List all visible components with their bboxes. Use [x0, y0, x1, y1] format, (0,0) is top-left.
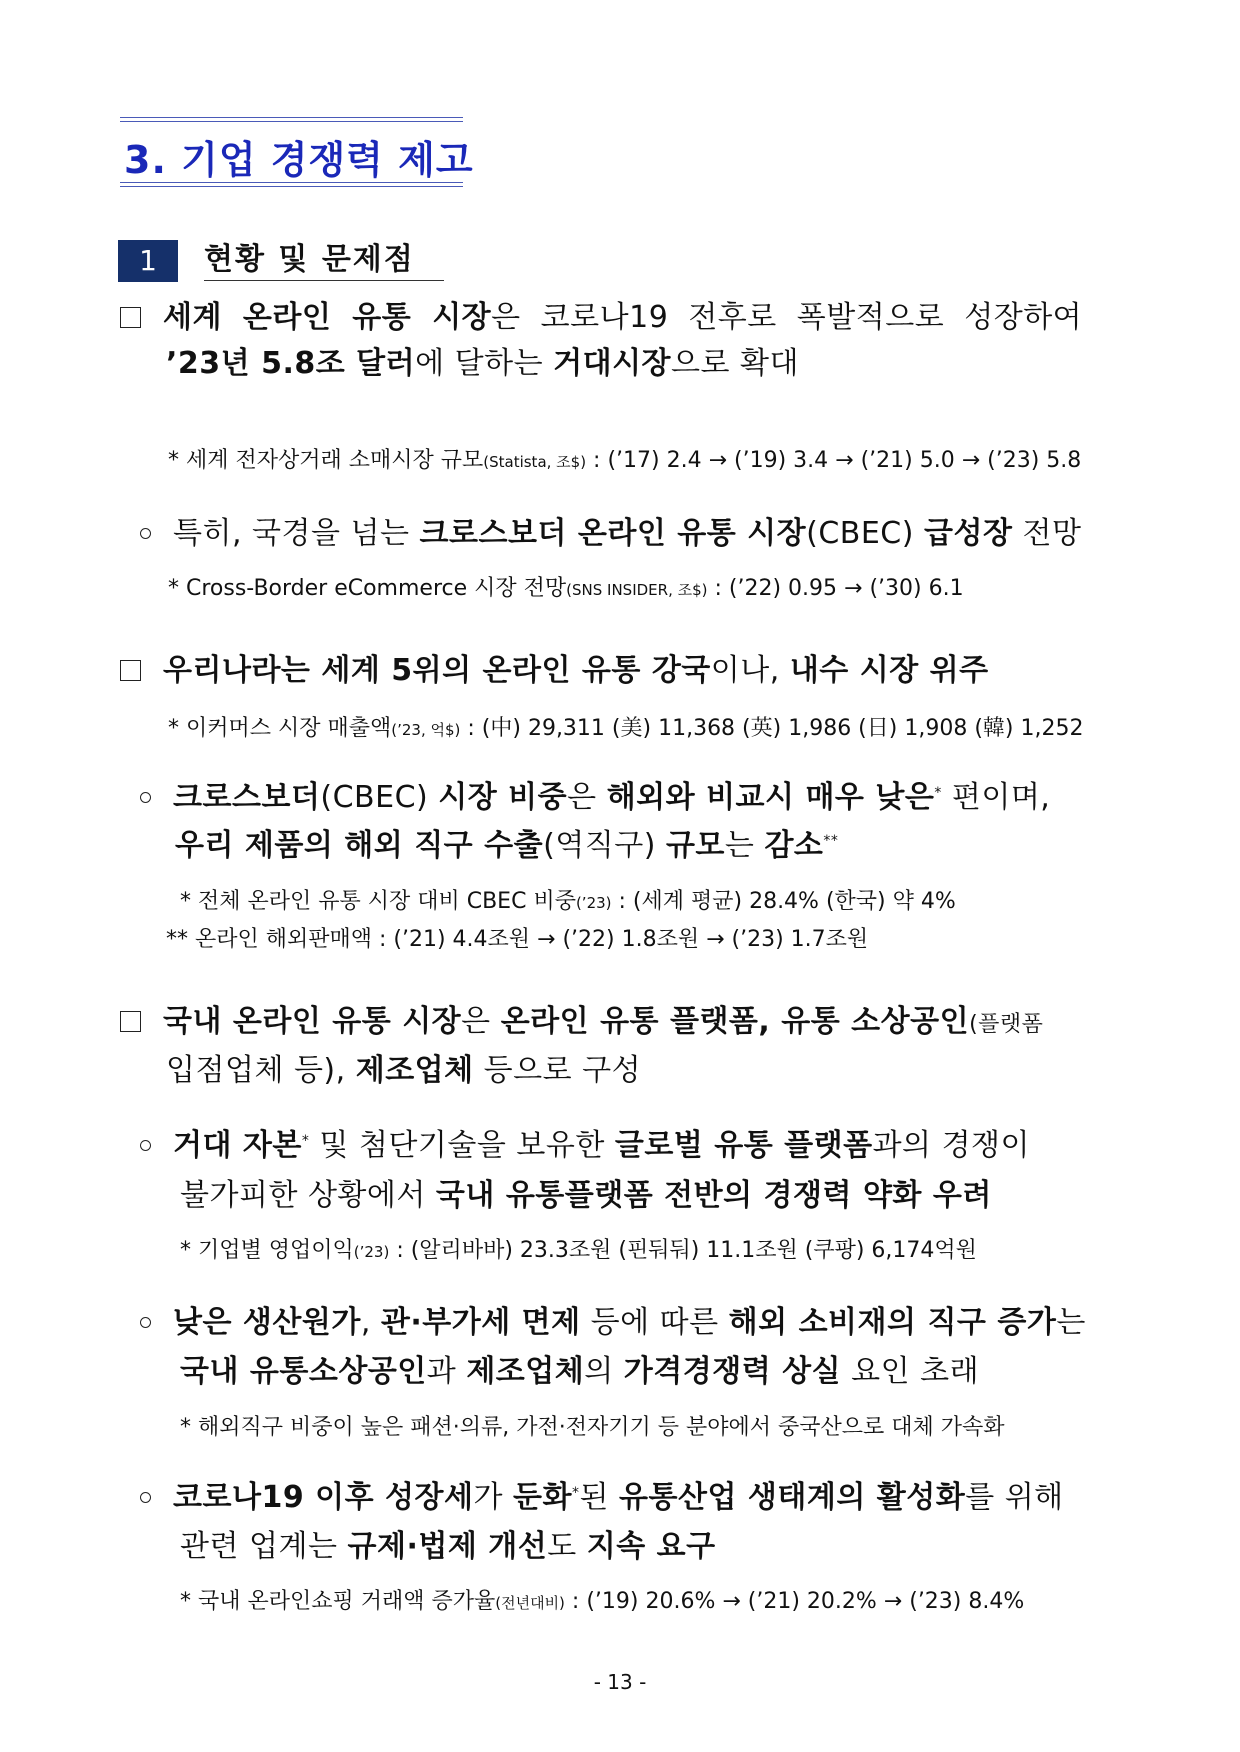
square-bullet-icon: [120, 307, 141, 328]
section-title: 현황 및 문제점: [204, 240, 444, 281]
sub-bullet-line: 관련 업계는 규제·법제 개선도 지속 요구: [180, 1529, 716, 1564]
sub-bullet-line: 특히, 국경을 넘는 크로스보더 온라인 유통 시장(CBEC) 급성장 전망: [140, 508, 1081, 552]
sub-bullet-line: 거대 자본* 및 첨단기술을 보유한 글로벌 유통 플랫폼과의 경쟁이: [140, 1120, 1030, 1164]
bullet-line: 세계 온라인 유통 시장은 코로나19 전후로 폭발적으로 성장하여: [120, 292, 1082, 336]
sub-bullet-line: 코로나19 이후 성장세가 둔화*된 유통산업 생태계의 활성화를 위해: [140, 1472, 1064, 1516]
note-line: * 국내 온라인쇼핑 거래액 증가율(전년대비) : (’19) 20.6% → (’21) 20.2% → (’23) 8.4%: [180, 1589, 1025, 1614]
note-line: * 세계 전자상거래 소매시장 규모(Statista, 조$) : (’17) 2.4 → (’19) 3.4 → (’21) 5.0 → (’23) 5.8: [168, 448, 1082, 473]
section-number: 1: [118, 240, 178, 282]
bullet-line: ’23년 5.8조 달러에 달하는 거대시장으로 확대: [166, 346, 799, 381]
note-line: * Cross-Border eCommerce 시장 전망(SNS INSIDER, 조$) : (’22) 0.95 → (’30) 6.1: [168, 576, 964, 601]
circle-bullet-icon: [140, 1140, 151, 1151]
section-heading: [118, 240, 444, 282]
sub-bullet-line: 낮은 생산원가, 관·부가세 면제 등에 따른 해외 소비재의 직구 증가는: [140, 1297, 1086, 1341]
circle-bullet-icon: [140, 1492, 151, 1503]
note-line: * 이커머스 시장 매출액(’23, 억$) : (中) 29,311 (美) 11,368 (英) 1,986 (日) 1,908 (韓) 1,252: [168, 716, 1084, 741]
bullet-line: 입점업체 등), 제조업체 등으로 구성: [166, 1053, 642, 1088]
sub-bullet-line: 불가피한 상황에서 국내 유통플랫폼 전반의 경쟁력 약화 우려: [180, 1178, 992, 1213]
circle-bullet-icon: [140, 528, 151, 539]
sub-bullet-line: 국내 유통소상공인과 제조업체의 가격경쟁력 상실 요인 초래: [180, 1354, 980, 1389]
note-line: * 기업별 영업이익(’23) : (알리바바) 23.3조원 (핀둬둬) 11.1조원 (쿠팡) 6,174억원: [180, 1238, 977, 1263]
chapter-title: 3. 기업 경쟁력 제고: [124, 138, 474, 182]
note-line: * 전체 온라인 유통 시장 대비 CBEC 비중(’23) : (세계 평균) 28.4% (한국) 약 4%: [180, 889, 956, 914]
bullet-line: 우리나라는 세계 5위의 온라인 유통 강국이나, 내수 시장 위주: [120, 645, 989, 689]
square-bullet-icon: [120, 1011, 141, 1032]
sub-bullet-line: 크로스보더(CBEC) 시장 비중은 해외와 비교시 매우 낮은* 편이며,: [140, 772, 1050, 816]
chapter-rule-top: [120, 117, 463, 122]
note-line: ** 온라인 해외판매액 : (’21) 4.4조원 → (’22) 1.8조원 → (’23) 1.7조원: [166, 927, 869, 952]
sub-bullet-line: 우리 제품의 해외 직구 수출(역직구) 규모는 감소**: [175, 828, 839, 863]
circle-bullet-icon: [140, 1317, 151, 1328]
chapter-heading: [120, 117, 474, 187]
note-line: * 해외직구 비중이 높은 패션·의류, 가전·전자기기 등 분야에서 중국산으로 대체 가속화: [180, 1415, 1005, 1440]
page-number: - 13 -: [593, 1670, 647, 1694]
square-bullet-icon: [120, 660, 141, 681]
chapter-rule-bottom: [120, 182, 463, 187]
bullet-line: 국내 온라인 유통 시장은 온라인 유통 플랫폼, 유통 소상공인(플랫폼: [120, 996, 1043, 1040]
circle-bullet-icon: [140, 792, 151, 803]
